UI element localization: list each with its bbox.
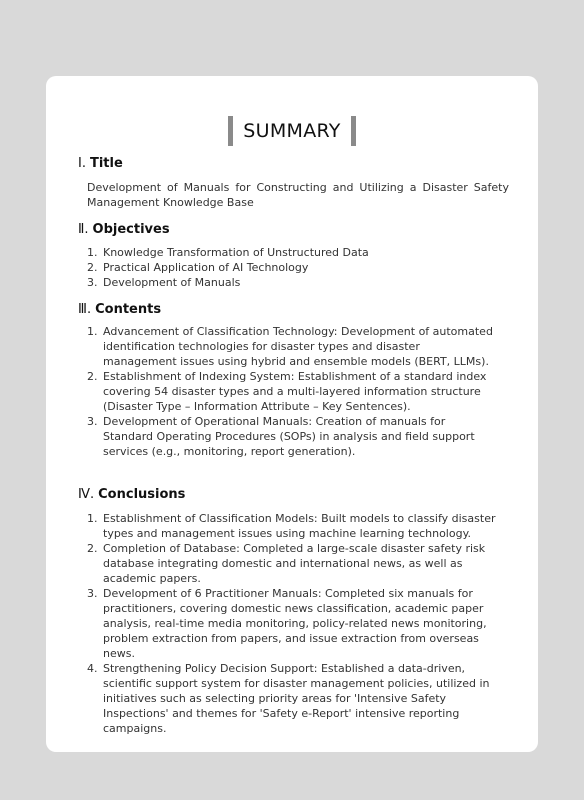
- title-area: [46, 116, 538, 150]
- list-item: 4. Strengthening Policy Decision Support: Established a data-driven, scientific support system for disaster management policies, utilized in initiatives such as selecting priority areas for 'Intensive Safety Inspections' and themes for 'Safety e-Report' intensive reporting campaigns.: [87, 662, 490, 735]
- list-item: 2. Completion of Database: Completed a large-scale disaster safety risk database integrating domestic and international news, as well as academic papers.: [87, 542, 486, 585]
- section-objectives-heading: [78, 222, 170, 237]
- section-contents-heading: [78, 302, 161, 317]
- list-item: 3. Development of Operational Manuals: Creation of manuals for Standard Operating Procedures (SOPs) in analysis and field support services (e.g., monitoring, report generation).: [87, 415, 475, 458]
- list-item: 1. Establishment of Classification Models: Built models to classify disaster types and management issues using machine learning technology.: [87, 512, 496, 540]
- section-number: Ⅰ.: [78, 156, 86, 171]
- section-heading: Conclusions: [98, 487, 186, 502]
- list-item: 1. Advancement of Classification Technology: Development of automated identification technologies for disaster types and disaster management issues using hybrid and ensemble models (BERT, LLMs).: [87, 325, 493, 368]
- summary-card: [46, 76, 538, 752]
- section-number: Ⅲ.: [78, 302, 92, 317]
- section-heading: Title: [89, 156, 123, 171]
- list-item: 2. Practical Application of AI Technology: [87, 261, 309, 274]
- contents-list: [87, 324, 497, 459]
- objectives-list: [87, 245, 497, 290]
- list-item: 1. Knowledge Transformation of Unstructured Data: [87, 246, 369, 259]
- list-item: 3. Development of Manuals: [87, 276, 241, 289]
- list-item: 2. Establishment of Indexing System: Establishment of a standard index covering 54 disaster types and a multi-layered information structure (Disaster Type – Information Attribute – Key Sentences).: [87, 370, 487, 413]
- title-left-bar: [228, 116, 233, 146]
- list-item: 3. Development of 6 Practitioner Manuals: Completed six manuals for practitioners, covering domestic news classification, academic paper analysis, real-time media monitoring, policy-related news monitoring, problem extraction from papers, and issue extraction from overseas news.: [87, 587, 487, 660]
- section-number: Ⅳ.: [78, 487, 95, 502]
- conclusions-list: [87, 511, 497, 736]
- section-number: Ⅱ.: [78, 222, 89, 237]
- section-conclusions-heading: [78, 487, 185, 502]
- title-right-bar: [351, 116, 356, 146]
- section-heading: Contents: [95, 302, 162, 317]
- title-text: Development of Manuals for Constructing and Utilizing a Disaster Safety Management Knowledge Base: [87, 181, 509, 209]
- section-title-heading: [78, 156, 123, 171]
- section-heading: Objectives: [92, 222, 170, 237]
- page-title: SUMMARY: [243, 120, 341, 142]
